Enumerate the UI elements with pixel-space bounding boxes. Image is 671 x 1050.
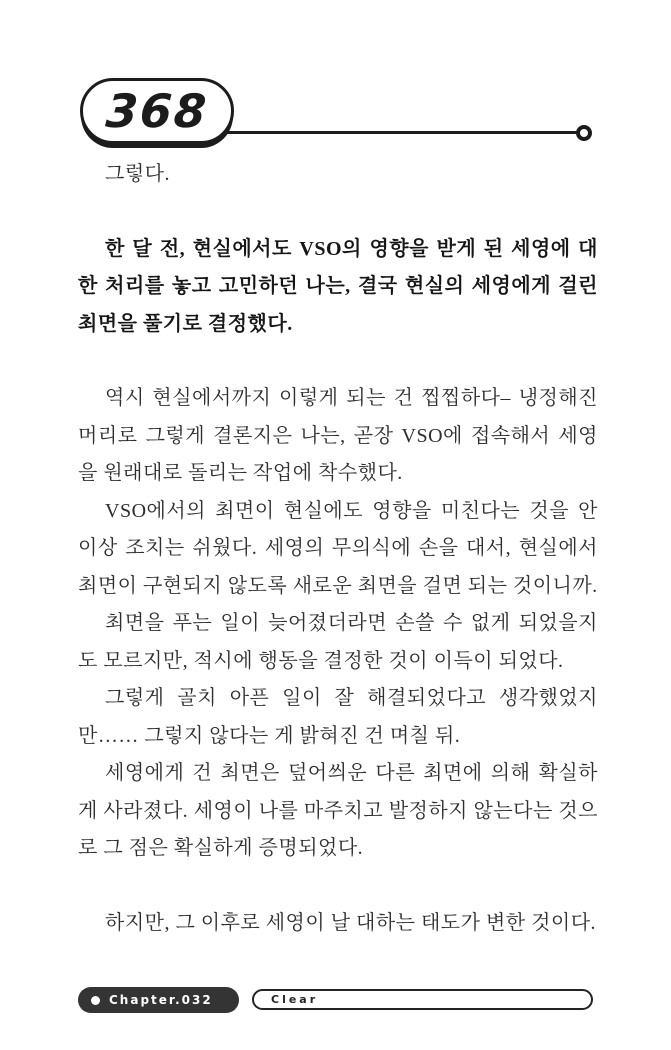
page-number-badge: [80, 78, 234, 144]
text-body: [78, 156, 598, 942]
paragraph: 세영에게 건 최면은 덮어씌운 다른 최면에 의해 확실하게 사라졌다. 세영이 나를 마주치고 발정하지 않는다는 것으로 그 점은 확실하게 증명되었다.: [78, 762, 598, 859]
paragraph: 최면을 푸는 일이 늦어졌더라면 손쓸 수 없게 되었을지도 모르지만, 적시에 행동을 결정한 것이 이득이 되었다.: [78, 612, 598, 672]
header-rule: [226, 131, 578, 134]
paragraph: VSO에서의 최면이 현실에도 영향을 미친다는 것을 안 이상 조치는 쉬웠다. 세영의 무의식에 손을 대서, 현실에서 최면이 구현되지 않도록 새로운 최면을 걸면 되는 것이니까.: [78, 499, 598, 597]
bullet-dot-icon: [91, 996, 100, 1005]
paragraph: 한 달 전, 현실에서도 VSO의 영향을 받게 된 세영에 대한 처리를 놓고 고민하던 나는, 결국 현실의 세영에게 걸린 최면을 풀기로 결정했다.: [78, 237, 598, 335]
paragraph: 하지만, 그 이후로 세영이 날 대하는 태도가 변한 것이다.: [105, 911, 597, 934]
chapter-label: Chapter.032: [109, 993, 213, 1007]
paragraph: 역시 현실에서까지 이렇게 되는 건 찝찝하다– 냉정해진 머리로 그렇게 결론지은 나는, 곧장 VSO에 접속해서 세영을 원래대로 돌리는 작업에 착수했다.: [78, 387, 598, 484]
paragraph: 그렇게 골치 아픈 일이 잘 해결되었다고 생각했었지만…… 그렇지 않다는 게 밝혀진 건 며칠 뒤.: [78, 687, 598, 747]
footer: [78, 987, 594, 1015]
page-number: 368: [104, 84, 210, 138]
header-rule-end-ring-icon: [576, 125, 592, 141]
clear-badge: [252, 989, 593, 1010]
clear-label: Clear: [271, 993, 319, 1006]
chapter-badge: [78, 987, 239, 1013]
paragraph: 그렇다.: [105, 163, 170, 185]
